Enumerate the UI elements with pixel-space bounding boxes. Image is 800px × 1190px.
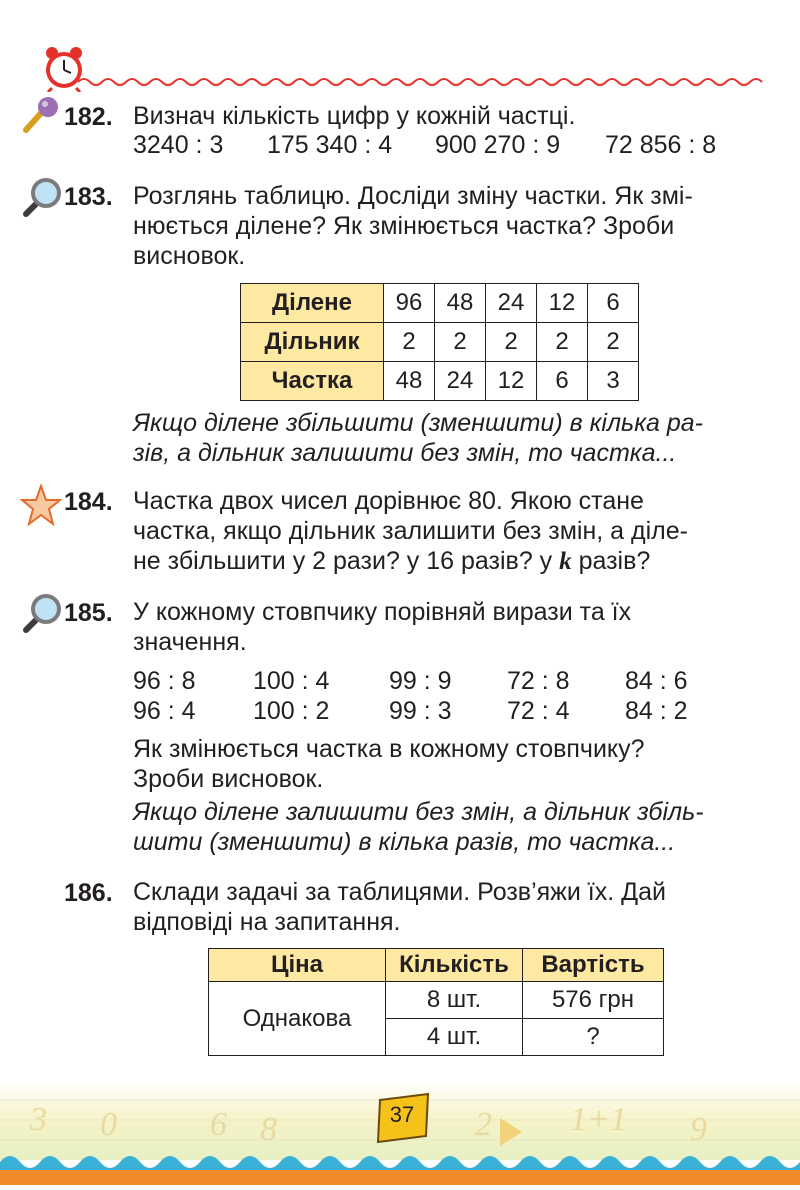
table-cell: 8 шт. (386, 982, 523, 1019)
expression: 96 : 8 (133, 667, 196, 695)
exercise-number: 182. (64, 103, 113, 131)
table-cell: Однакова (209, 982, 386, 1056)
expression: 99 : 9 (389, 667, 452, 695)
text-line: частка, якщо дільник залишити без змін, а діле- (133, 517, 688, 545)
row-header: Дільник (241, 323, 384, 362)
expression-row (133, 131, 753, 160)
svg-text:2: 2 (475, 1106, 492, 1143)
expression-row (133, 697, 753, 726)
table-cell: 6 (537, 362, 588, 401)
text-line: Розглянь таблицю. Досліди зміну частки. Як змі- (133, 182, 693, 210)
exercise-text (133, 486, 736, 577)
expression: 3240 : 3 (133, 131, 224, 159)
text-line: значення. (133, 628, 247, 656)
column-header: Кількість (386, 949, 523, 982)
page-number: 37 (389, 1102, 415, 1127)
text-line: шити (зменшити) в кілька разів, то частка... (133, 828, 676, 856)
table-cell: 96 (384, 284, 435, 323)
table-header-row (209, 949, 664, 982)
expression: 900 270 : 9 (435, 131, 561, 159)
svg-text:8: 8 (260, 1111, 277, 1148)
text-line: Частка двох чисел дорівнює 80. Якою стане (133, 487, 644, 515)
table-cell: 12 (537, 284, 588, 323)
star-icon (20, 484, 62, 526)
table-cell: 576 грн (523, 982, 664, 1019)
price-table (208, 948, 664, 1056)
exercise-text (133, 877, 736, 937)
conclusion-text (133, 408, 736, 468)
expression: 84 : 6 (625, 667, 688, 695)
expression: 72 : 4 (507, 697, 570, 725)
row-header: Частка (241, 362, 384, 401)
magnifier-icon (18, 592, 64, 638)
expression: 175 340 : 4 (267, 131, 393, 159)
expression: 100 : 2 (253, 697, 330, 725)
column-header: Ціна (209, 949, 386, 982)
expression: 72 856 : 8 (605, 131, 717, 159)
table-row (241, 323, 639, 362)
alarm-clock-icon (42, 44, 86, 92)
row-header: Ділене (241, 284, 384, 323)
text-line: Якщо ділене збільшити (зменшити) в кілька ра- (133, 409, 703, 437)
text-line: Склади задачі за таблицями. Розв’яжи їх. Дай (133, 878, 666, 906)
text-fragment: разів? (571, 547, 651, 575)
table-cell: 48 (435, 284, 486, 323)
expression: 96 : 4 (133, 697, 196, 725)
microphone-icon (20, 96, 60, 136)
text-line: Якщо ділене залишити без змін, а дільник збіль- (133, 798, 704, 826)
table-cell: 6 (588, 284, 639, 323)
table-row (209, 982, 664, 1019)
exercise-text (133, 597, 736, 657)
variable-k: k (559, 548, 572, 575)
table-cell: 2 (588, 323, 639, 362)
expression-row (133, 667, 753, 696)
exercise-text (133, 181, 736, 271)
table-cell: 2 (537, 323, 588, 362)
magnifier-icon (18, 176, 64, 222)
text-line: У кожному стовпчику порівняй вирази та їх (133, 598, 632, 626)
table-cell: 24 (435, 362, 486, 401)
division-table (240, 283, 639, 401)
expression: 84 : 2 (625, 697, 688, 725)
text-line: зів, а дільник залишити без змін, то частка... (133, 439, 677, 467)
table-cell: 3 (588, 362, 639, 401)
table-cell: 2 (435, 323, 486, 362)
exercise-number: 186. (64, 879, 113, 907)
table-cell: 48 (384, 362, 435, 401)
expression: 100 : 4 (253, 667, 330, 695)
text-line: Зроби висновок. (133, 765, 324, 793)
table-cell: 24 (486, 284, 537, 323)
svg-text:0: 0 (100, 1106, 117, 1143)
svg-text:9: 9 (690, 1111, 707, 1148)
text-line: відповіді на запитання. (133, 908, 401, 936)
table-row (241, 362, 639, 401)
svg-text:6: 6 (210, 1106, 227, 1143)
text-fragment: не збільшити у 2 рази? у 16 разів? у (133, 547, 560, 575)
svg-text:3: 3 (30, 1101, 47, 1138)
table-row (241, 284, 639, 323)
text-line: Як змінюється частка в кожному стовпчику? (133, 735, 645, 763)
table-cell: 2 (384, 323, 435, 362)
table-cell: 2 (486, 323, 537, 362)
expression: 99 : 3 (389, 697, 452, 725)
conclusion-text (133, 797, 736, 857)
table-cell: ? (523, 1019, 664, 1056)
exercise-number: 183. (64, 183, 113, 211)
expression: 72 : 8 (507, 667, 570, 695)
exercise-number: 185. (64, 599, 113, 627)
text-line: висновок. (133, 242, 246, 270)
table-cell: 4 шт. (386, 1019, 523, 1056)
svg-text:1+1: 1+1 (570, 1101, 627, 1138)
wavy-line (0, 40, 800, 100)
question-text (133, 734, 736, 794)
exercise-number: 184. (64, 488, 113, 516)
header-decoration (0, 40, 800, 100)
text-line: нюється ділене? Як змінюється частка? Зроби (133, 212, 675, 240)
exercise-text: Визнач кількість цифр у кожній частці. (133, 102, 576, 130)
column-header: Вартість (523, 949, 664, 982)
text-line (133, 546, 736, 577)
table-cell: 12 (486, 362, 537, 401)
